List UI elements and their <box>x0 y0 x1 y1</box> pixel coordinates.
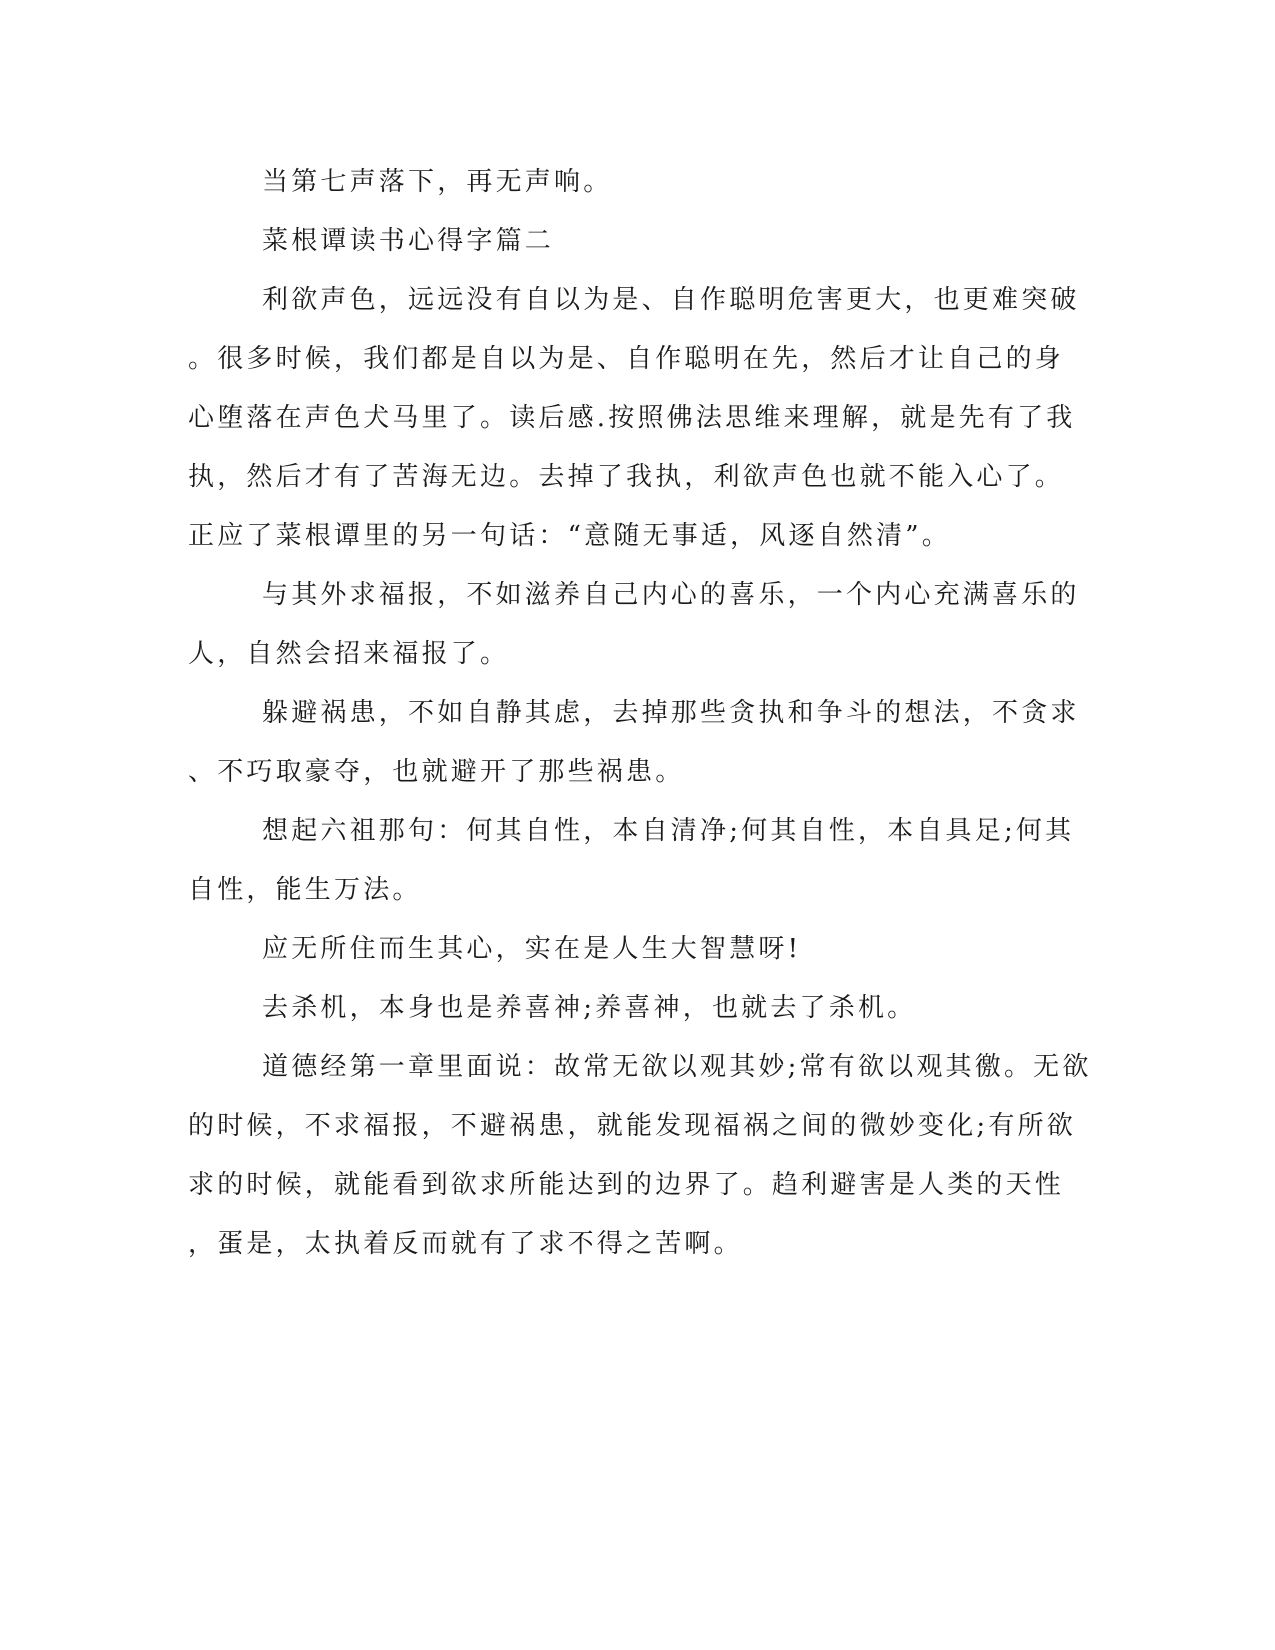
text-line: 人，自然会招来福报了。 <box>188 639 510 669</box>
text-line: 自性，能生万法。 <box>188 875 422 905</box>
text-line: 道德经第一章里面说：故常无欲以观其妙;常有欲以观其徼。无欲 <box>262 1052 1092 1082</box>
text-line: 去杀机，本身也是养喜神;养喜神，也就去了杀机。 <box>262 993 917 1023</box>
text-line: ，蛋是，太执着反而就有了求不得之苦啊。 <box>188 1229 743 1259</box>
text-line: 与其外求福报，不如滋养自己内心的喜乐，一个内心充满喜乐的 <box>262 580 1080 610</box>
text-line: 求的时候，就能看到欲求所能达到的边界了。趋利避害是人类的天性 <box>188 1170 1065 1200</box>
text-line: 的时候，不求福报，不避祸患，就能发现福祸之间的微妙变化;有所欲 <box>188 1111 1076 1141</box>
text-line: 正应了菜根谭里的另一句话：“意随无事适，风逐自然清”。 <box>188 521 951 551</box>
section-heading: 菜根谭读书心得字篇二 <box>262 226 555 256</box>
text-line: 想起六祖那句：何其自性，本自清净;何其自性，本自具足;何其 <box>262 816 1075 846</box>
text-line: 。很多时候，我们都是自以为是、自作聪明在先，然后才让自己的身 <box>188 344 1065 374</box>
text-line: 、不巧取豪夺，也就避开了那些祸患。 <box>188 757 685 787</box>
text-line: 利欲声色，远远没有自以为是、自作聪明危害更大，也更难突破 <box>262 285 1080 315</box>
text-line: 执，然后才有了苦海无边。去掉了我执，利欲声色也就不能入心了。 <box>188 462 1065 492</box>
text-line: 当第七声落下，再无声响。 <box>262 167 613 197</box>
text-line: 应无所住而生其心，实在是人生大智慧呀! <box>262 934 802 964</box>
text-line: 心堕落在声色犬马里了。读后感.按照佛法思维来理解，就是先有了我 <box>188 403 1076 433</box>
text-line: 躲避祸患，不如自静其虑，去掉那些贪执和争斗的想法，不贪求 <box>262 698 1080 728</box>
